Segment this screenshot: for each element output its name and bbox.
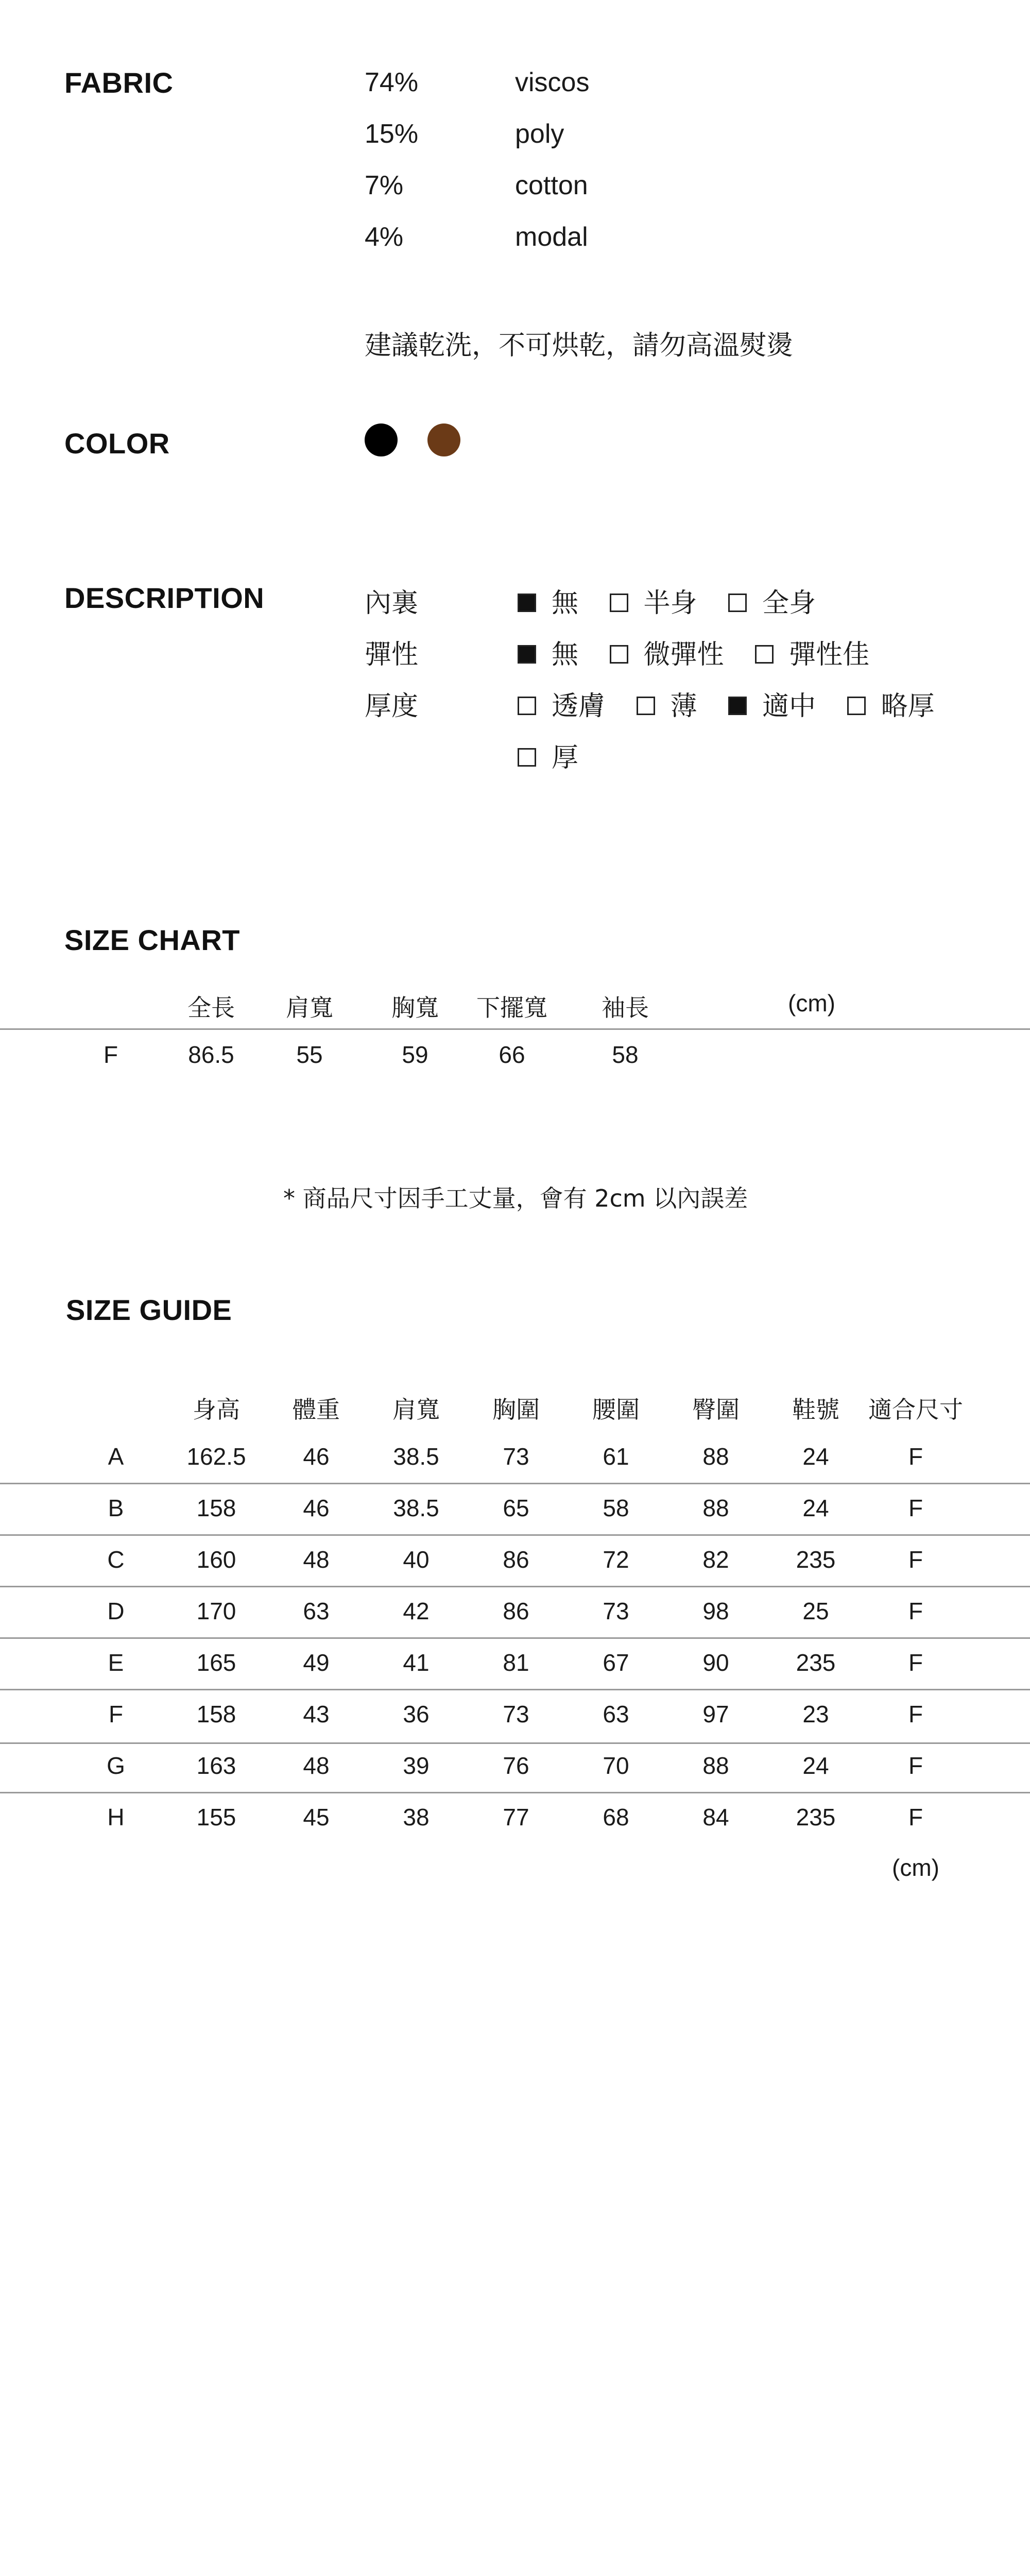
color-swatch-black [365,423,398,456]
color-heading: COLOR [64,427,170,460]
fabric-material: modal [515,222,588,252]
size-guide-value: 90 [702,1649,729,1676]
size-guide-divider [0,1792,1030,1793]
size-guide-divider [0,1586,1030,1587]
checkbox-unchecked [755,645,774,664]
checkbox-checked [518,594,536,612]
size-guide-value: 77 [503,1804,529,1831]
size-chart-heading: SIZE CHART [64,924,240,956]
size-guide-value: 72 [603,1546,629,1573]
size-guide-model: B [108,1495,124,1521]
size-chart-col-header: 肩寬 [286,994,333,1022]
size-guide-value: 48 [303,1752,330,1779]
size-guide-value: 155 [196,1804,236,1831]
size-guide-divider [0,1637,1030,1639]
size-guide-value: 39 [403,1752,430,1779]
size-guide-value: 65 [503,1495,529,1521]
size-guide-col-header: 適合尺寸 [868,1396,963,1423]
checkbox-unchecked [847,697,866,715]
size-guide-value: 63 [303,1598,330,1624]
size-guide-value: 24 [802,1495,829,1521]
fabric-percent: 7% [365,171,404,200]
size-guide-value: 38.5 [393,1495,439,1521]
size-guide-value: F [908,1546,923,1573]
size-guide-value: 24 [802,1752,829,1779]
size-chart-value: 59 [402,1041,428,1068]
size-guide-value: 165 [196,1649,236,1676]
size-guide-value: F [908,1752,923,1779]
color-swatch-brown [427,423,460,456]
option-label: 厚 [552,742,579,773]
size-guide-value: 46 [303,1495,330,1521]
size-guide-value: 158 [196,1701,236,1727]
size-guide-value: F [908,1443,923,1470]
size-guide-value: 42 [403,1598,430,1624]
size-guide-value: F [908,1701,923,1727]
checkbox-checked [518,645,536,664]
size-guide-value: 46 [303,1443,330,1470]
size-guide-value: 61 [603,1443,629,1470]
size-guide-value: 58 [603,1495,629,1521]
size-guide-value: 45 [303,1804,330,1831]
care-note: 建議乾洗，不可烘乾，請勿高溫熨燙 [365,330,794,361]
size-guide-value: 24 [802,1443,829,1470]
size-guide-value: 98 [702,1598,729,1624]
option-label: 彈性佳 [789,639,870,670]
size-guide-model: H [107,1804,125,1831]
size-guide-value: 25 [802,1598,829,1624]
size-guide-value: 49 [303,1649,330,1676]
size-guide-value: F [908,1598,923,1624]
size-chart-value: 66 [499,1041,525,1068]
size-chart-value: 58 [612,1041,639,1068]
measurement-note: * 商品尺寸因手工丈量，會有 2cm 以內誤差 [283,1184,748,1212]
size-guide-value: 88 [702,1495,729,1521]
size-guide-col-header: 鞋號 [792,1396,839,1423]
option-label: 薄 [670,691,697,722]
size-guide-value: 76 [503,1752,529,1779]
description-heading: DESCRIPTION [64,582,265,614]
size-guide-value: 162.5 [186,1443,246,1470]
checkbox-unchecked [610,645,628,664]
option-label: 透膚 [552,691,606,722]
size-guide-value: 235 [796,1649,836,1676]
size-guide-value: 158 [196,1495,236,1521]
size-guide-model: C [107,1546,125,1573]
size-guide-divider [0,1742,1030,1744]
size-guide-value: 40 [403,1546,430,1573]
thickness-label: 厚度 [365,691,419,722]
size-guide-value: 235 [796,1546,836,1573]
size-guide-value: 82 [702,1546,729,1573]
option-label: 無 [552,639,579,670]
size-guide-col-header: 體重 [293,1396,340,1423]
size-guide-value: 41 [403,1649,430,1676]
size-guide-value: 81 [503,1649,529,1676]
size-chart-value: 55 [296,1041,323,1068]
size-guide-value: 170 [196,1598,236,1624]
size-chart-col-header: 全長 [187,994,235,1022]
size-guide-value: 97 [702,1701,729,1727]
size-guide-value: 88 [702,1752,729,1779]
size-chart-unit: (cm) [788,990,835,1016]
size-chart-col-header: 下擺寬 [476,994,547,1022]
size-guide-model: A [108,1443,124,1470]
size-chart-value: 86.5 [188,1041,234,1068]
size-guide-value: F [908,1649,923,1676]
checkbox-unchecked [610,594,628,612]
size-guide-value: 38.5 [393,1443,439,1470]
size-guide-value: 70 [603,1752,629,1779]
size-guide-col-header: 肩寬 [392,1396,440,1423]
option-label: 略厚 [881,691,935,722]
size-chart-col-header: 胸寬 [391,994,439,1022]
size-guide-heading: SIZE GUIDE [66,1294,232,1326]
size-guide-value: 38 [403,1804,430,1831]
option-label: 適中 [762,691,816,722]
size-guide-model: G [107,1752,125,1779]
elasticity-label: 彈性 [365,639,419,670]
size-guide-col-header: 身高 [193,1396,240,1423]
option-label: 全身 [762,588,816,619]
elasticity-options [518,633,892,671]
size-guide-value: 86 [503,1598,529,1624]
option-label: 無 [552,588,579,619]
size-chart-divider [0,1028,1030,1030]
fabric-percent: 15% [365,119,419,149]
fabric-percent: 4% [365,222,404,252]
size-guide-value: 73 [503,1443,529,1470]
fabric-percent: 74% [365,67,419,97]
size-guide-value: 84 [702,1804,729,1831]
size-guide-model: E [108,1649,124,1676]
size-guide-value: 73 [503,1701,529,1727]
size-chart-col-header: 袖長 [602,994,649,1022]
fabric-material: cotton [515,171,588,200]
size-guide-value: 86 [503,1546,529,1573]
lining-label: 內裏 [365,588,419,619]
size-guide-value: 36 [403,1701,430,1727]
size-guide-value: 68 [603,1804,629,1831]
size-guide-value: 23 [802,1701,829,1727]
size-guide-model: F [108,1701,124,1727]
size-guide-col-header: 臀圍 [692,1396,740,1423]
size-guide-value: F [908,1804,923,1831]
size-guide-value: 67 [603,1649,629,1676]
size-guide-divider [0,1689,1030,1690]
fabric-material: viscos [515,67,590,97]
fabric-heading: FABRIC [64,66,174,99]
size-guide-value: 163 [196,1752,236,1779]
size-guide-value: 63 [603,1701,629,1727]
size-guide-col-header: 胸圍 [492,1396,540,1423]
checkbox-unchecked [637,697,655,715]
size-guide-value: 88 [702,1443,729,1470]
size-guide-unit: (cm) [892,1854,939,1881]
size-guide-value: 235 [796,1804,836,1831]
option-label: 微彈性 [643,639,724,670]
thickness-options-extra [518,736,601,774]
size-guide-value: 73 [603,1598,629,1624]
size-guide-col-header: 腰圍 [592,1396,640,1423]
checkbox-unchecked [518,697,536,715]
lining-options [518,581,838,620]
checkbox-checked [728,697,747,715]
size-guide-value: F [908,1495,923,1521]
size-guide-divider [0,1483,1030,1484]
size-chart-size: F [103,1041,118,1068]
size-guide-model: D [107,1598,125,1624]
checkbox-unchecked [518,748,536,767]
size-guide-divider [0,1534,1030,1536]
size-guide-value: 160 [196,1546,236,1573]
option-label: 半身 [643,588,697,619]
checkbox-unchecked [728,594,747,612]
size-guide-value: 48 [303,1546,330,1573]
thickness-options [518,684,957,723]
fabric-material: poly [515,119,564,149]
size-guide-value: 43 [303,1701,330,1727]
